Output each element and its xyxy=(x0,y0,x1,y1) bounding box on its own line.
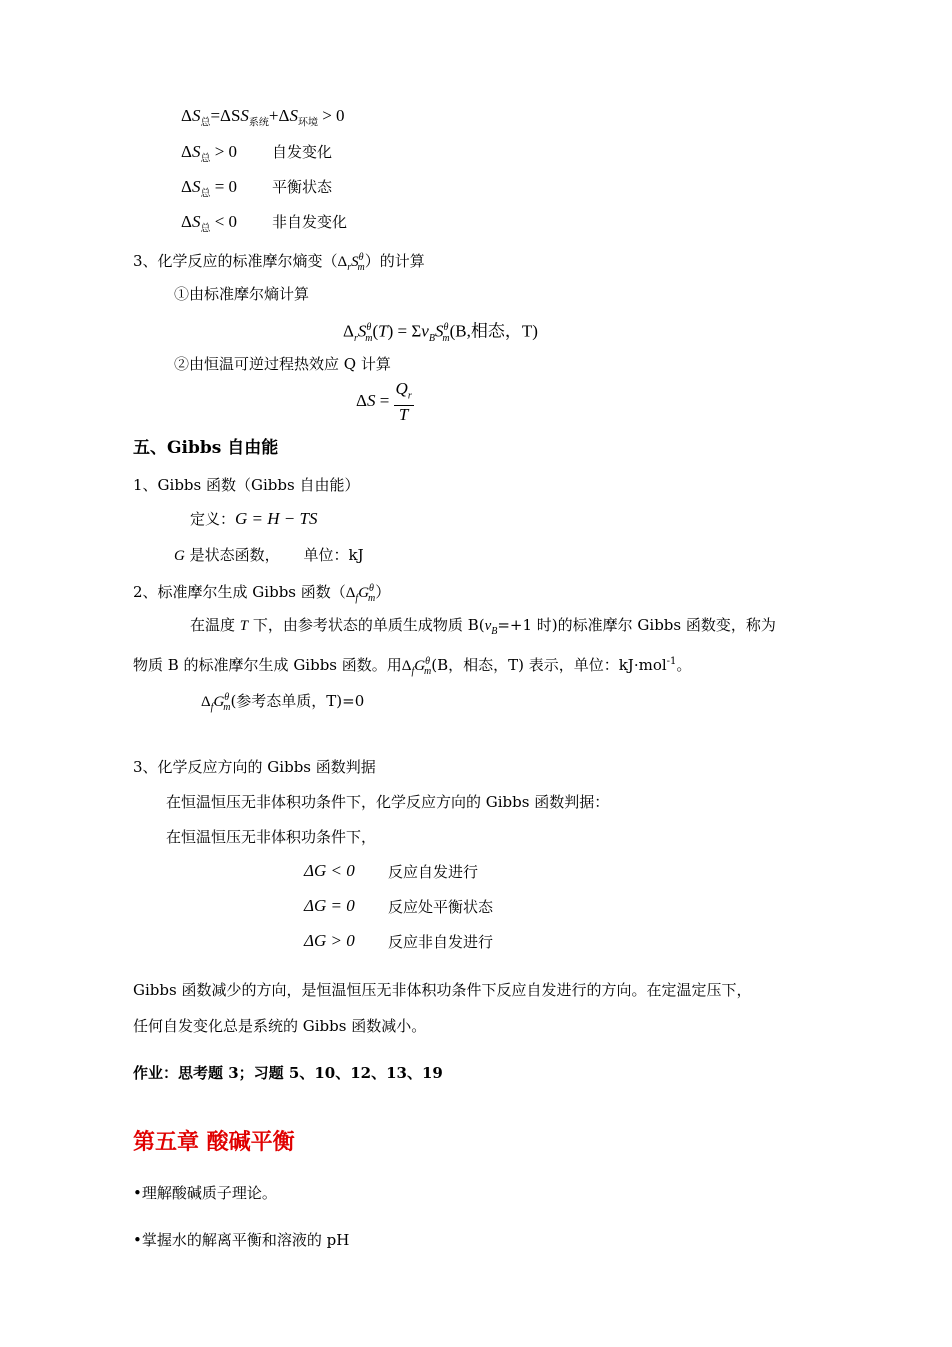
homework: 作业：思考题 3；习题 5、10、12、13、19 xyxy=(133,1064,443,1082)
gibbs-summary-line2: 任何自发变化总是系统的 Gibbs 函数减小。 xyxy=(133,1017,427,1035)
entropy-change-heading: 3、化学反应的标准摩尔熵变$(\Delta_rS^\theta_m)$的计算 xyxy=(133,252,425,273)
entropy-criterion-row: $\Delta S_总 = 0$ xyxy=(181,177,238,200)
entropy-criterion-label: 自发变化 xyxy=(272,143,333,161)
gibbs-criterion-formula: ΔG = 0 xyxy=(304,896,355,915)
method-1: ①由标准摩尔熵计算 xyxy=(174,285,310,303)
gibbs-criterion-formula: ΔG < 0 xyxy=(304,861,355,880)
entropy-criterion-label: 非自发变化 xyxy=(272,213,348,231)
gibbs-criterion-intro: 在恒温恒压无非体积功条件下，化学反应方向的 Gibbs 函数判据： xyxy=(166,793,610,811)
gibbs-criterion-label: 反应处平衡状态 xyxy=(388,898,494,916)
gibbs-criterion-heading: 3、化学反应方向的 Gibbs 函数判据 xyxy=(133,758,376,776)
chapter-title: 第五章 酸碱平衡 xyxy=(133,1129,295,1155)
method-2: ②由恒温可逆过程热效应 Q 计算 xyxy=(174,355,391,373)
formation-gibbs-heading: 2、标准摩尔生成 Gibbs 函数$(\Delta_fG^\theta_m)$ xyxy=(133,583,391,604)
gibbs-criterion-condition: 在恒温恒压无非体积功条件下， xyxy=(166,828,377,846)
entropy-criterion-row: $\Delta S_总 > 0$ xyxy=(181,142,238,165)
formation-paragraph-line2: 物质 B 的标准摩尔生成 Gibbs 函数。用$\Delta_fG^\theta_m(B$，相态，T) 表示，单位：kJ·mol$^{-1}$。 xyxy=(133,656,692,677)
chapter-bullet: •理解酸碱质子理论。 xyxy=(133,1184,277,1202)
gibbs-summary-line1: Gibbs 函数减少的方向，是恒温恒压无非体积功条件下反应自发进行的方向。在定温定压下， xyxy=(133,981,752,999)
gibbs-function-heading: 1、Gibbs 函数（Gibbs 自由能） xyxy=(133,476,360,494)
reversible-heat-formula: ΔS = $\frac{Q_r}{T}$ xyxy=(356,379,412,425)
entropy-criterion-label: 平衡状态 xyxy=(272,178,333,196)
section-title-gibbs: 五、Gibbs 自由能 xyxy=(133,438,279,458)
gibbs-state-function: G 是状态函数， 单位：kJ xyxy=(174,546,364,564)
standard-entropy-formula: $\Delta_rS^\theta_m(T) = \Sigma\nu_BS^\theta_m(B$,相态，T) xyxy=(343,321,538,345)
gibbs-definition: 定义：G = H − TS xyxy=(190,509,318,528)
formation-paragraph-line1: 在温度 T 下，由参考状态的单质生成物质 $B(v_B=+1$ 时)的标准摩尔 Gibbs 函数变，称为 xyxy=(190,616,776,637)
entropy-total-formula: $\Delta S_总=\Delta SS_{系统}+\Delta S_{环境} > 0$ xyxy=(181,106,345,129)
gibbs-criterion-label: 反应非自发进行 xyxy=(388,933,494,951)
gibbs-criterion-formula: ΔG > 0 xyxy=(304,931,355,950)
entropy-criterion-row: $\Delta S_总 < 0$ xyxy=(181,212,238,235)
gibbs-criterion-label: 反应自发进行 xyxy=(388,863,479,881)
reference-state-formula: $\Delta_fG^\theta_m$(参考态单质，T)=0 xyxy=(201,692,365,713)
chapter-bullet: •掌握水的解离平衡和溶液的 pH xyxy=(133,1231,350,1249)
